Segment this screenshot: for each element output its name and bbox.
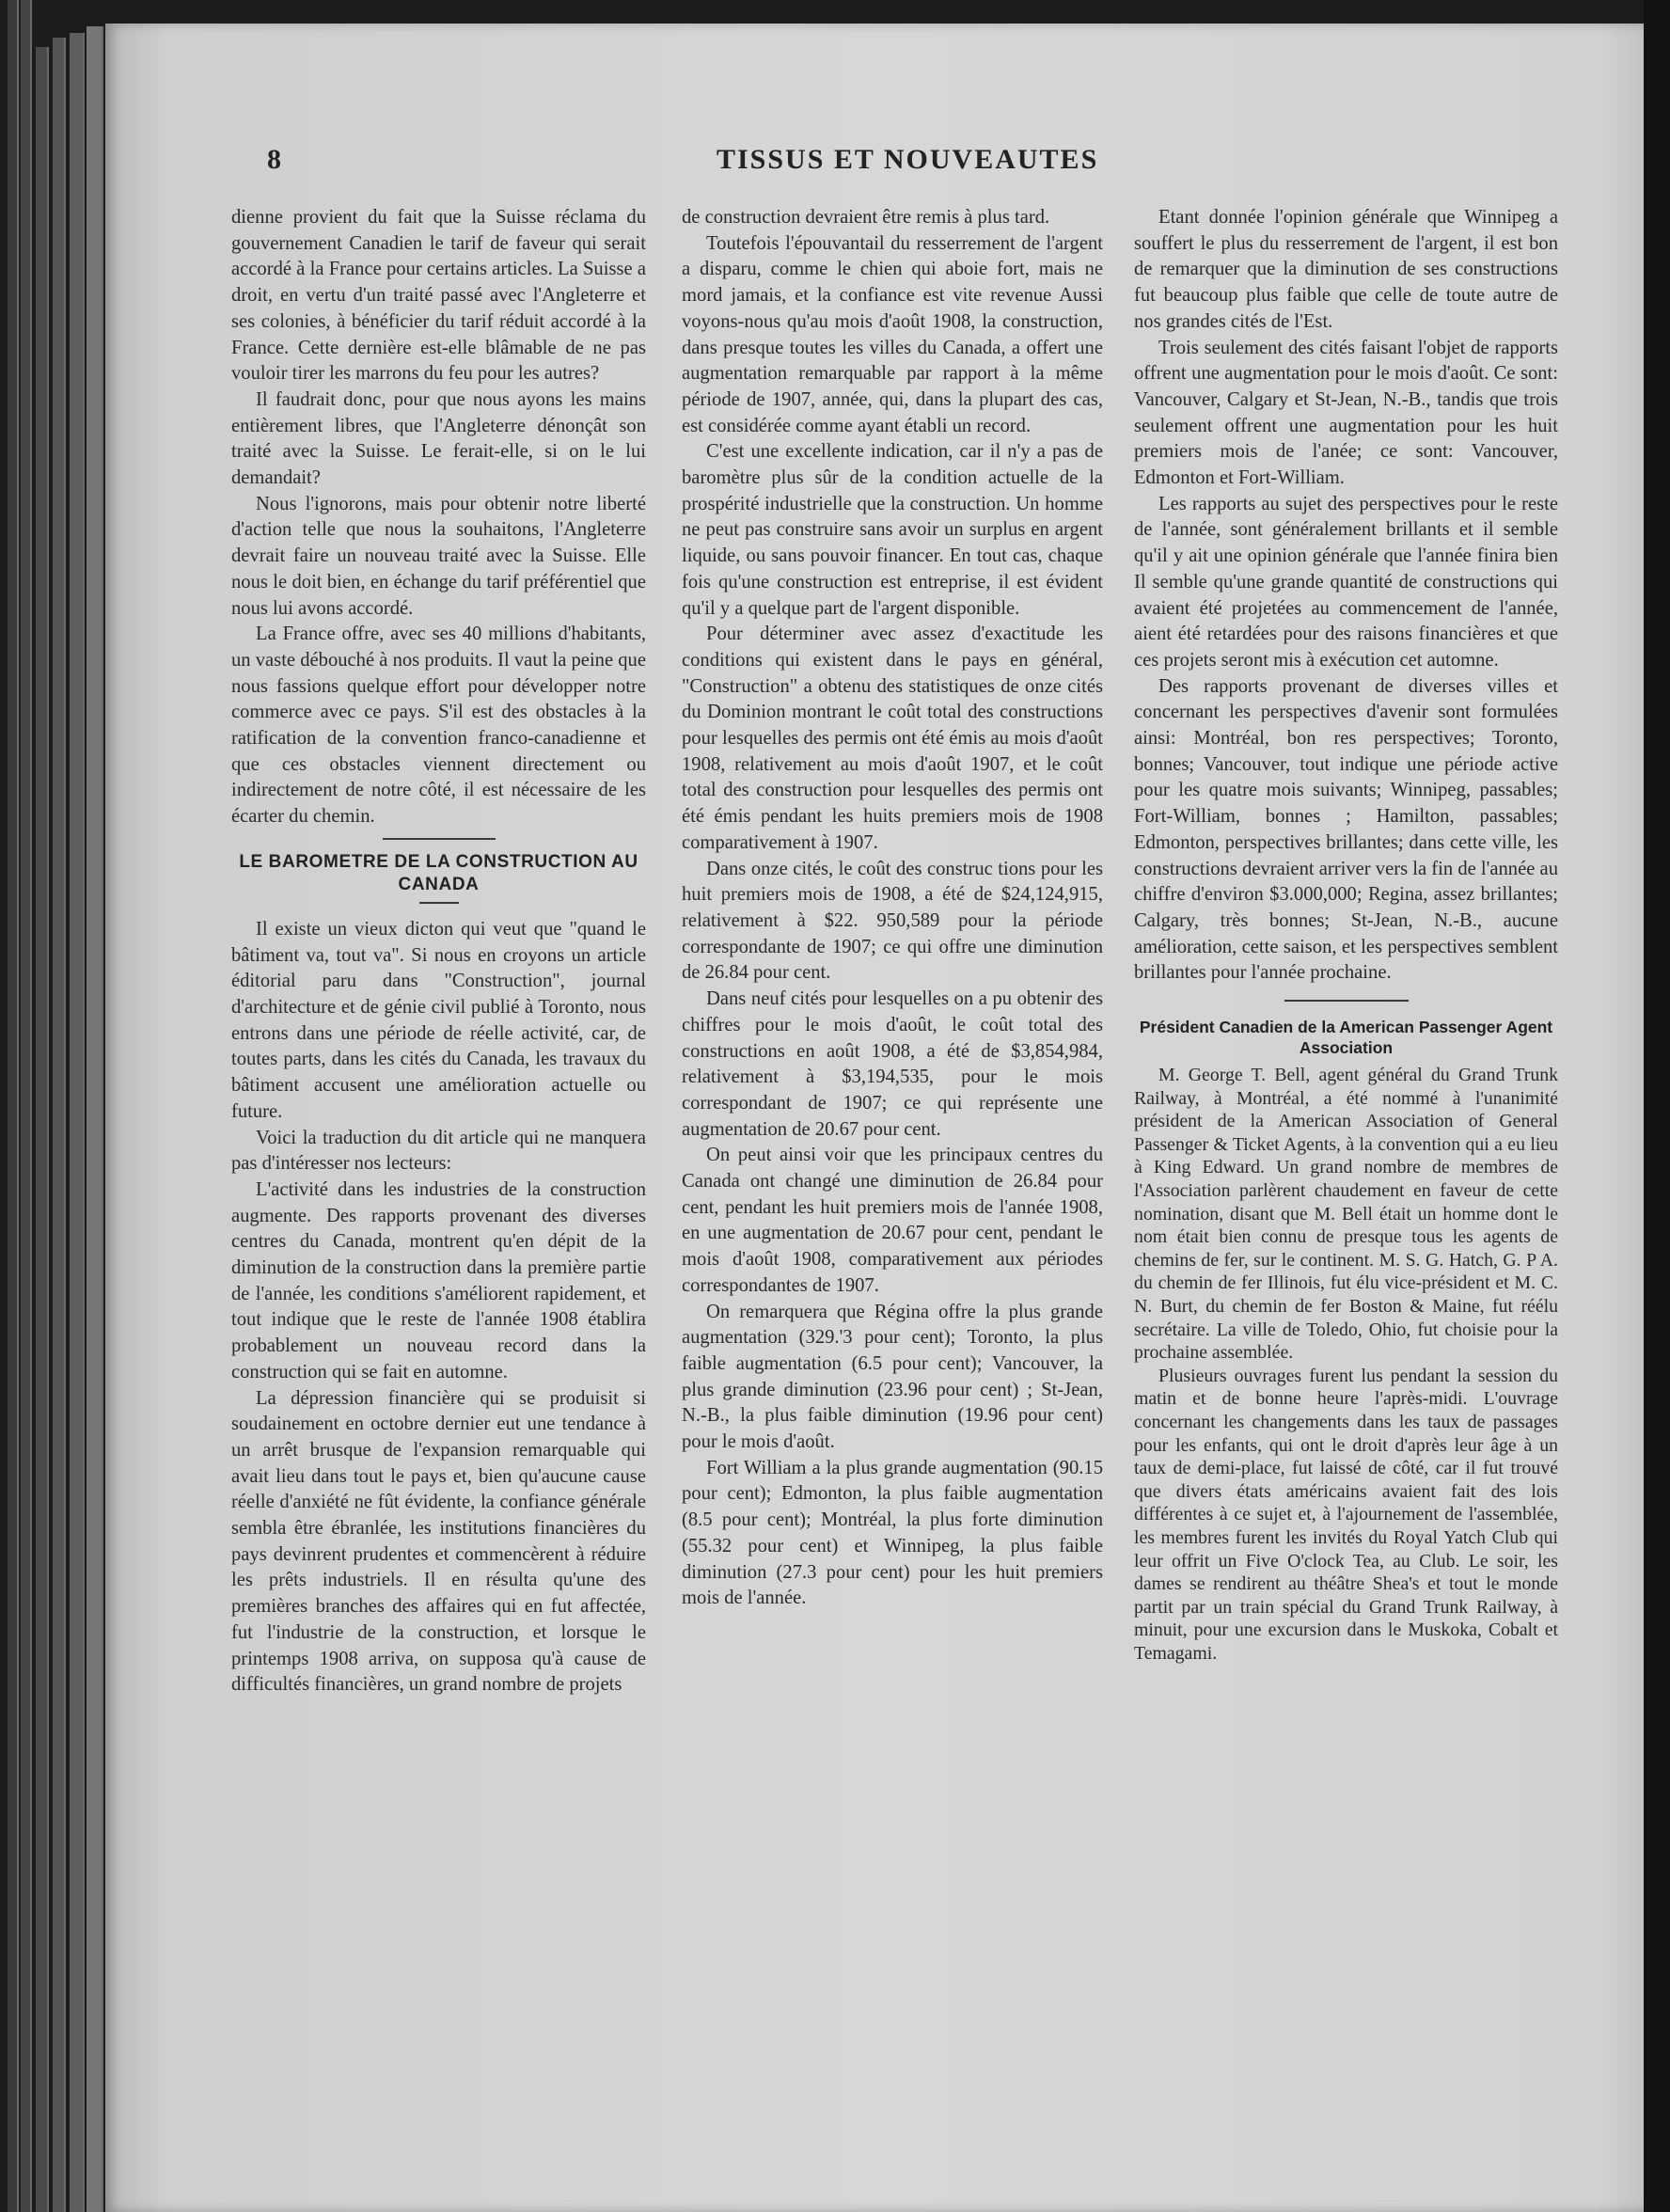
paragraph: Trois seulement des cités faisant l'objet de rapports offrent une augmentation pour le mois d'août. Ce sont: Vancouver, Calgary et St-Jean, N.-B., tandis que trois seulement offrent une augmentation pour les huit premiers mois de l'anée; ce sont: Vancouver, Edmonton et Fort-William. — [1134, 337, 1558, 489]
heading-rule — [419, 902, 459, 904]
page-stack-edge — [36, 47, 49, 2212]
paragraph: Dans neuf cités pour lesquelles on a pu obtenir des chiffres pour le mois d'août, le coût total des constructions en août 1908, a été de $3,854,984, relativement à $3,194,535, pour le mois correspondant de 1907; ce qui représente une augmentation de 20.67 pour cent. — [682, 988, 1103, 1140]
section-heading: Président Canadien de la American Passenger Agent Association — [1139, 1018, 1553, 1058]
paragraph: C'est une excellente indication, car il n'y a pas de baromètre plus sûr de la condition actuelle de la prospérité industrielle que la construction. Un homme ne peut pas construire sans avoir un surplus en argent liquide, ou sans pouvoir financer. En tout cas, chaque fois qu'une construction est entreprise, il est évident qu'il y a quelque part de l'argent disponible. — [682, 441, 1103, 619]
paragraph: Des rapports provenant de diverses villes et concernant les perspectives d'avenir sont formulées ainsi: Montréal, bon res perspectives; Toronto, bonnes; Vancouver, tout indique une période active pour les quatre mois suivants; Winnipeg, passables; Fort-William, bonnes ; Hamilton, passables; Edmonton, perspectives brillantes; dans cette ville, les constructions devraient arriver vers la fin de l'année au chiffre d'environ $3.000,000; Regina, assez brillantes; Calgary, très bonnes; St-Jean, N.-B., aucune amélioration, cette saison, et les perspectives semblent brillantes pour l'année prochaine. — [1134, 675, 1558, 984]
paragraph: Il existe un vieux dicton qui veut que "quand le bâtiment va, tout va". Si nous en croyons un article éditorial paru dans "Construction", journal d'architecture et de génie civil publié à Toronto, nous entrons dans une période de réelle activité, car, de toutes parts, dans les cités du Canada, les travaux du bâtiment accusent une amélioration actuelle ou future. — [231, 918, 646, 1122]
right-book-edge — [1644, 0, 1670, 2212]
paragraph: Voici la traduction du dit article qui ne manquera pas d'intéresser nos lecteurs: — [231, 1127, 646, 1175]
paragraph: Les rapports au sujet des perspectives pour le reste de l'année, sont généralement brillants et il semble qu'il y ait une opinion générale que l'année finira bien Il semble qu'une grande quantité de constructions qui avaient été projetées au commencement de l'année, aient été retardées pour des raisons financières et que ces projets seront mis à exécution cet automne. — [1134, 493, 1558, 671]
running-title: TISSUS ET NOUVEAUTES — [717, 144, 1099, 175]
paragraph: Nous l'ignorons, mais pour obtenir notre liberté d'action telle que nous la souhaitons, l'Angleterre devrait faire un nouveau traité avec la Suisse. Elle nous le doit bien, en échange du tarif préférentiel que nous lui avons accordé. — [231, 493, 646, 619]
paragraph: Toutefois l'épouvantail du resserrement de l'argent a disparu, comme le chien qui aboie fort, mais ne mord jamais, et la confiance est vite revenue Aussi voyons-nous qu'au mois d'août 1908, la construction, dans presque toutes les villes du Canada, a offert une augmentation remarquable par rapport à la même période de 1907, année, qui, dans la plupart des cas, est considérée comme ayant établi un record. — [682, 232, 1103, 436]
paragraph: La France offre, avec ses 40 millions d'habitants, un vaste débouché à nos produits. Il vaut la peine que nous fassions quelque effort pour développer notre commerce avec ce pays. S'il est des obstacles à la ratification de la convention franco-canadienne et que ces obstacles viennent directement ou indirectement de notre côté, il est nécessaire de les écarter du chemin. — [231, 624, 646, 828]
paragraph: Il faudrait donc, pour que nous ayons les mains entièrement libres, que l'Angleterre dénonçât son traité avec la Suisse. Le ferait-elle, si on le lui demandait? — [231, 388, 646, 489]
paragraph: Pour déterminer avec assez d'exactitude les conditions qui existent dans le pays en général, "Construction" a obtenu des statistiques de onze cités du Dominion montrant le coût total des constructions pour lesquelles des permis ont été émis au mois d'août 1908, relativement au mois d'août 1907, et le coût total des construction pour lesquelles des permis ont été émis pendant les huits premiers mois de 1908 comparativement à 1907. — [682, 624, 1103, 853]
paragraph: Fort William a la plus grande augmentation (90.15 pour cent); Edmonton, la plus faible augmentation (8.5 pour cent); Montréal, la plus forte diminution (55.32 pour cent) et Winnipeg, la plus faible diminution (27.3 pour cent) pour les huit premiers mois de l'année. — [682, 1457, 1103, 1609]
paragraph: L'activité dans les industries de la construction augmente. Des rapports provenant des diverses centres du Canada, montrent qu'en dépit de la diminution de la construction dans la première partie de l'année, les conditions s'améliorent rapidement, et tout indique que le reste de l'année 1908 établira probablement un nouveau record dans la construction qui se fait en automne. — [231, 1178, 646, 1382]
column-3 — [1134, 205, 1558, 1666]
page-stack-edge — [87, 26, 103, 2212]
paragraph: dienne provient du fait que la Suisse réclama du gouvernement Canadien le tarif de faveur qui serait accordé à la France pour certains articles. La Suisse a droit, en vertu d'un traité passé avec l'Angleterre et ses colonies, à bénéficier du tarif réduit accordé à la France. Cette dernière est-elle blâmable de ne pas vouloir tirer les marrons du feu pour les autres? — [231, 207, 646, 385]
paragraph: Plusieurs ouvrages furent lus pendant la session du matin et de bonne heure l'après-midi. L'ouvrage concernant les changements dans les taux de passages pour les enfants, qui ont le droit d'après leur âge à un taux de demi-place, fut laissé de côté, car il fut trouvé que divers états américains avaient fait des lois différentes à ce sujet et, à l'ajournement de l'assemblée, les membres furent les invités du Royal Yatch Club qui leur offrit un Five O'clock Tea, au Club. Le soir, les dames se rendirent au théâtre Shea's et tout le monde partit par un train spécial du Grand Trunk Railway, à minuit, pour une excursion dans le Muskoka, Cobalt et Temagami. — [1134, 1365, 1558, 1664]
section-rule — [383, 838, 496, 840]
article-body — [1134, 1064, 1558, 1665]
column-2 — [682, 205, 1103, 1612]
page-stack-edge — [21, 0, 32, 2212]
paragraph: de construction devraient être remis à plus tard. — [682, 207, 1050, 228]
page-number: 8 — [267, 144, 281, 175]
paragraph: Dans onze cités, le coût des construc tions pour les huit premiers mois de 1908, a été de $24,124,915, relativement à $22. 950,589 pour la période correspondante de 1907; ce qui offre une diminution de 26.84 pour cent. — [682, 858, 1103, 984]
paragraph: On peut ainsi voir que les principaux centres du Canada ont changé une diminution de 26.84 pour cent, pendant les huit premiers mois de l'année 1908, en une augmentation de 20.67 pour cent, pendant le mois d'août 1908, comparativement aux périodes correspondantes de 1907. — [682, 1145, 1103, 1296]
section-heading: LE BAROMETRE DE LA CONSTRUCTION AU CANADA — [239, 851, 638, 894]
column-1 — [231, 205, 646, 1698]
page-stack-edge — [70, 33, 85, 2212]
paragraph: On remarquera que Régina offre la plus grande augmentation (329.'3 pour cent); Toronto, la plus faible augmentation (6.5 pour cent); Vancouver, la plus grande diminution (23.96 pour cent) ; St-Jean, N.-B., la plus faible diminution (19.96 pour cent) pour le mois d'août. — [682, 1301, 1103, 1453]
page-stack-edge — [8, 0, 19, 2212]
paragraph: M. George T. Bell, agent général du Grand Trunk Railway, à Montréal, a été nommé à l'unanimité président de la American Association of General Passenger & Ticket Agents, à la convention qui a eu lieu à King Edward. Un grand nombre de membres de l'Association parlèrent chaudement en faveur de cette nomination, disant que M. Bell était un homme dont le nom était bien connu de presque tous les agents de chemins de fer, sur le continent. M. S. G. Hatch, G. P A. du chemin de fer Illinois, fut élu vice-président et M. C. N. Burt, du chemin de fer Boston & Maine, fut réélu secrétaire. La ville de Toledo, Ohio, fut choisie pour la prochaine assemblée. — [1134, 1065, 1558, 1364]
paragraph: Etant donnée l'opinion générale que Winnipeg a souffert le plus du resserrement de l'argent, il est bon de remarquer que la diminution de ses constructions fut beaucoup plus faible que celle de toute autre de nos grandes cités de l'Est. — [1134, 207, 1558, 332]
page-stack-edge — [53, 38, 66, 2212]
section-rule — [1284, 1000, 1409, 1002]
paragraph: La dépression financière qui se produisit si soudainement en octobre dernier eut une tendance à un arrêt brusque de l'expansion remarquable qui avait lieu dans tout le pays et, bien qu'aucune cause réelle d'anxiété ne fût évidente, la confiance générale sembla être ébranlée, les institutions financières du pays devinrent prudentes et commencèrent à réduire les prêts industriels. Il en résulta qu'une des premières branches des affaires qui en fut affectée, fut l'industrie de la construction, et lorsque le printemps 1908 arriva, on supposa qu'à cause de difficultés financières, un grand nombre de projets — [231, 1387, 646, 1696]
